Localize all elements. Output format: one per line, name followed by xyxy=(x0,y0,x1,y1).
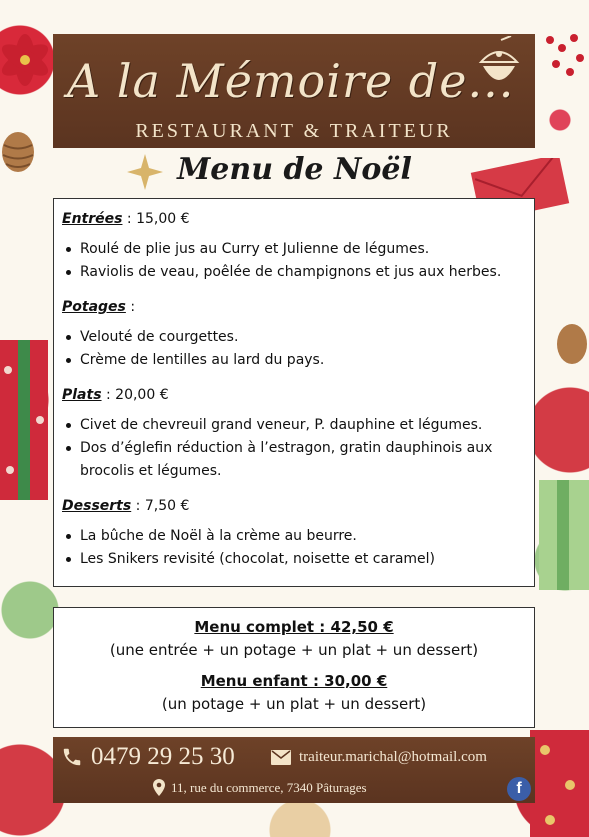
section-name: Desserts xyxy=(62,498,132,514)
location-pin-icon xyxy=(153,779,165,796)
section-price: : xyxy=(125,299,136,315)
menu-section-plats xyxy=(62,386,526,483)
section-header xyxy=(62,210,526,228)
list-item: Civet de chevreuil grand veneur, P. dauphine et légumes. xyxy=(62,414,526,437)
section-header xyxy=(62,386,526,404)
section-price: : 15,00 € xyxy=(122,211,190,227)
list-item: La bûche de Noël à la crème au beurre. xyxy=(62,525,526,548)
section-price: : 20,00 € xyxy=(101,387,169,403)
restaurant-logo-banner xyxy=(53,34,535,148)
section-name: Potages xyxy=(62,299,126,315)
menu-section-potages xyxy=(62,298,526,372)
menu-card xyxy=(53,198,535,587)
full-menu-description: (une entrée + un potage + un plat + un dessert) xyxy=(109,641,479,659)
section-name: Plats xyxy=(62,387,102,403)
gift-box-icon xyxy=(535,480,589,600)
dish-list xyxy=(62,326,526,372)
address-text: 11, rue du commerce, 7340 Pâturages xyxy=(171,779,367,795)
section-header xyxy=(62,497,526,515)
kids-menu-description: (un potage + un plat + un dessert) xyxy=(161,695,427,713)
list-item: Les Snikers revisité (chocolat, noisette et caramel) xyxy=(62,548,526,571)
gift-box-icon xyxy=(0,340,52,510)
logo-title: A la Mémoire de... xyxy=(67,54,515,108)
section-header xyxy=(62,298,526,316)
section-price: : 7,50 € xyxy=(131,498,190,514)
facebook-icon[interactable]: f xyxy=(507,777,531,801)
list-item: Dos d’églefin réduction à l’estragon, gratin dauphinois aux brocolis et légumes. xyxy=(62,437,526,483)
poinsettia-icon xyxy=(0,20,60,100)
menu-section-entrees xyxy=(62,210,526,284)
address-contact xyxy=(153,779,367,796)
section-name: Entrées xyxy=(62,211,123,227)
menu-section-desserts xyxy=(62,497,526,571)
list-item: Raviolis de veau, poêlée de champignons et jus aux herbes. xyxy=(62,261,526,284)
phone-number: 0479 29 25 30 xyxy=(91,743,235,770)
list-item: Velouté de courgettes. xyxy=(62,326,526,349)
envelope-icon xyxy=(271,750,291,765)
berries-icon xyxy=(540,30,589,110)
gift-box-icon xyxy=(530,730,589,837)
kids-menu-price: Menu enfant : 30,00 € xyxy=(200,672,388,690)
contact-footer xyxy=(53,737,535,803)
list-item: Roulé de plie jus au Curry et Julienne de légumes. xyxy=(62,238,526,261)
list-item: Crème de lentilles au lard du pays. xyxy=(62,349,526,372)
dish-list xyxy=(62,414,526,483)
phone-contact[interactable] xyxy=(61,743,235,771)
full-menu-price: Menu complet : 42,50 € xyxy=(194,618,394,636)
phone-icon xyxy=(61,746,83,768)
logo-subtitle: RESTAURANT & TRAITEUR xyxy=(135,120,453,142)
pine-cone-icon xyxy=(552,320,589,368)
email-address: traiteur.marichal@hotmail.com xyxy=(299,749,487,765)
dish-list xyxy=(62,525,526,571)
page-title: Menu de Noël xyxy=(177,152,412,187)
email-contact[interactable] xyxy=(271,749,487,766)
set-menu-prices xyxy=(53,607,535,728)
dish-list xyxy=(62,238,526,284)
